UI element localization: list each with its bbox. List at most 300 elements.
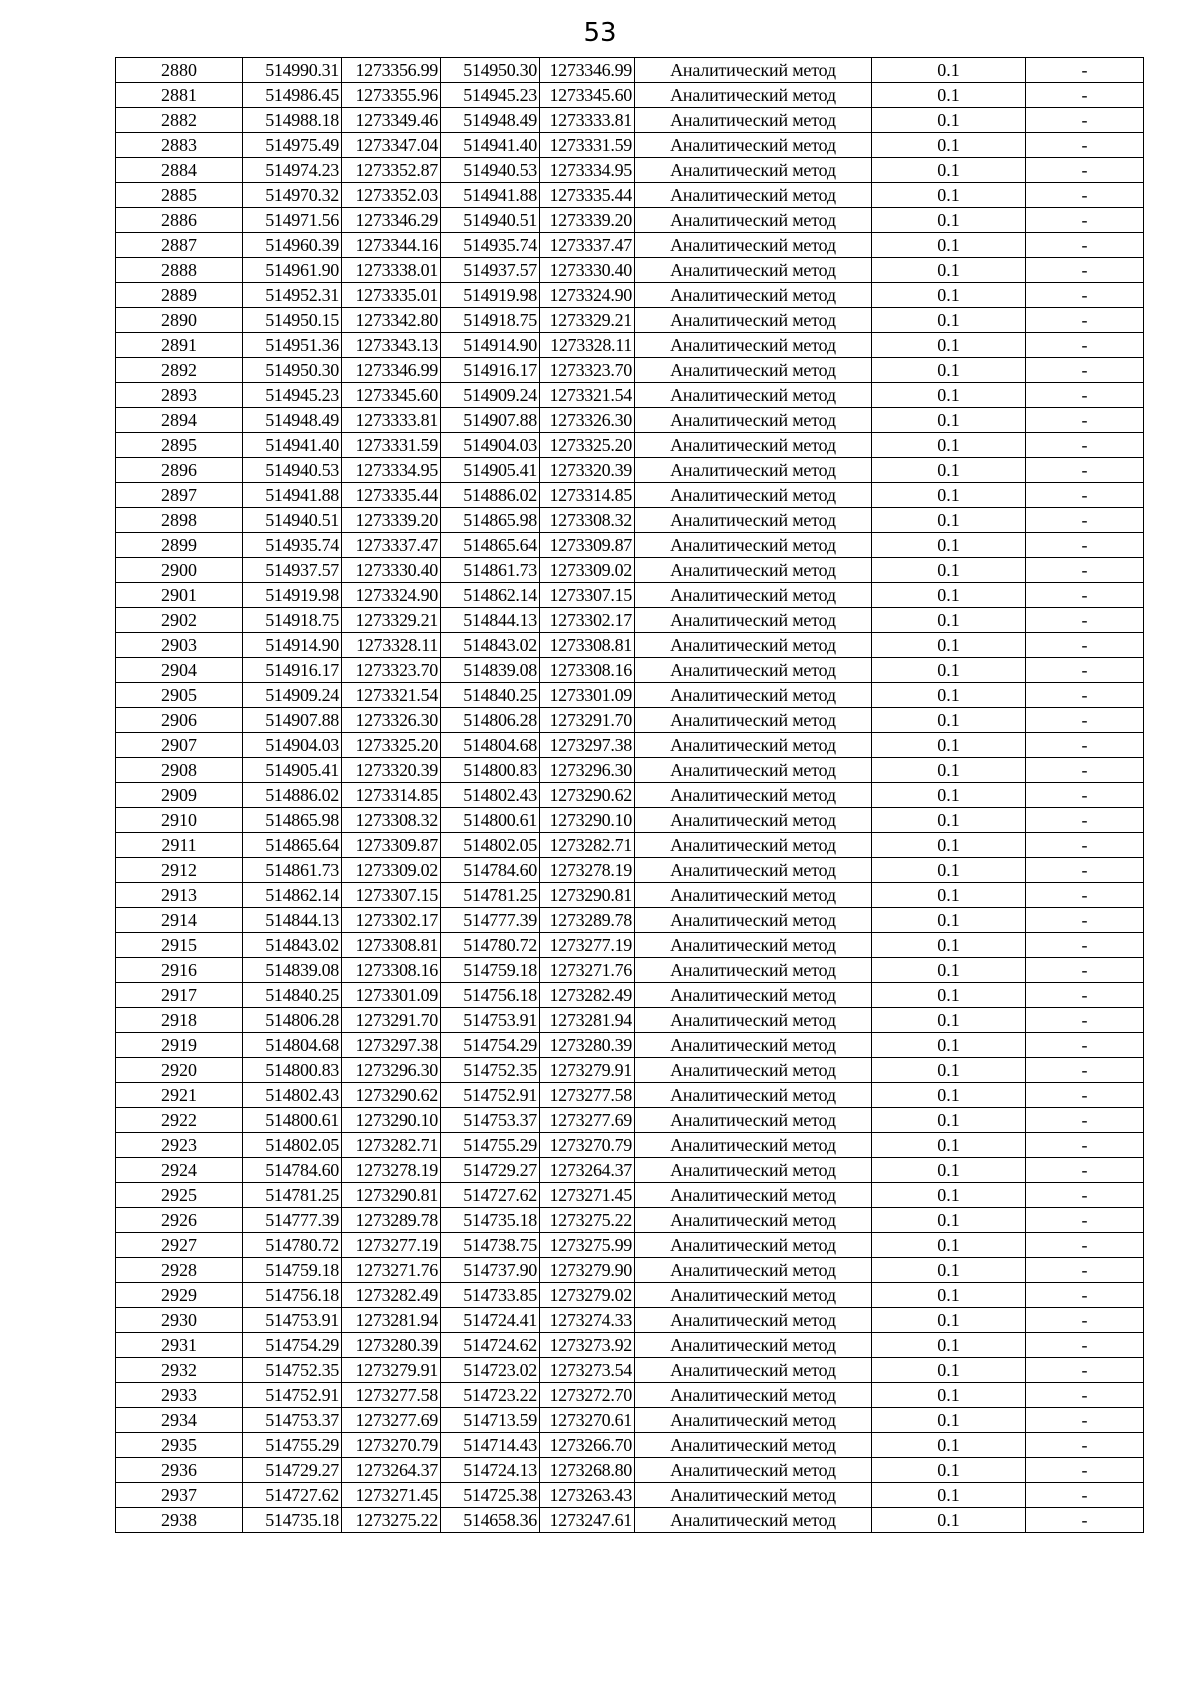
method-cell: Аналитический метод <box>635 383 872 408</box>
y-start-cell: 1273344.16 <box>342 233 441 258</box>
row-number-cell: 2890 <box>116 308 243 333</box>
y-end-cell: 1273339.20 <box>540 208 635 233</box>
y-end-cell: 1273324.90 <box>540 283 635 308</box>
note-cell: - <box>1026 958 1144 983</box>
row-number-cell: 2921 <box>116 1083 243 1108</box>
x-start-cell: 514754.29 <box>243 1333 342 1358</box>
method-cell: Аналитический метод <box>635 83 872 108</box>
row-number-cell: 2892 <box>116 358 243 383</box>
y-end-cell: 1273278.19 <box>540 858 635 883</box>
x-start-cell: 514941.40 <box>243 433 342 458</box>
accuracy-cell: 0.1 <box>872 633 1026 658</box>
accuracy-cell: 0.1 <box>872 1408 1026 1433</box>
y-start-cell: 1273335.44 <box>342 483 441 508</box>
x-start-cell: 514970.32 <box>243 183 342 208</box>
note-cell: - <box>1026 483 1144 508</box>
method-cell: Аналитический метод <box>635 1508 872 1533</box>
note-cell: - <box>1026 1308 1144 1333</box>
note-cell: - <box>1026 783 1144 808</box>
accuracy-cell: 0.1 <box>872 1308 1026 1333</box>
table-row <box>116 808 1144 833</box>
x-end-cell: 514724.62 <box>441 1333 540 1358</box>
accuracy-cell: 0.1 <box>872 1083 1026 1108</box>
y-start-cell: 1273349.46 <box>342 108 441 133</box>
table-row <box>116 583 1144 608</box>
y-start-cell: 1273352.87 <box>342 158 441 183</box>
row-number-cell: 2922 <box>116 1108 243 1133</box>
x-end-cell: 514729.27 <box>441 1158 540 1183</box>
method-cell: Аналитический метод <box>635 58 872 83</box>
method-cell: Аналитический метод <box>635 633 872 658</box>
y-end-cell: 1273271.45 <box>540 1183 635 1208</box>
coordinates-table <box>115 57 1144 1533</box>
row-number-cell: 2933 <box>116 1383 243 1408</box>
table-row <box>116 1483 1144 1508</box>
x-start-cell: 514729.27 <box>243 1458 342 1483</box>
y-end-cell: 1273346.99 <box>540 58 635 83</box>
row-number-cell: 2919 <box>116 1033 243 1058</box>
y-start-cell: 1273308.32 <box>342 808 441 833</box>
row-number-cell: 2902 <box>116 608 243 633</box>
y-start-cell: 1273309.02 <box>342 858 441 883</box>
y-start-cell: 1273309.87 <box>342 833 441 858</box>
row-number-cell: 2903 <box>116 633 243 658</box>
table-row <box>116 133 1144 158</box>
row-number-cell: 2929 <box>116 1283 243 1308</box>
y-end-cell: 1273290.81 <box>540 883 635 908</box>
accuracy-cell: 0.1 <box>872 383 1026 408</box>
x-start-cell: 514950.15 <box>243 308 342 333</box>
x-start-cell: 514800.61 <box>243 1108 342 1133</box>
x-start-cell: 514960.39 <box>243 233 342 258</box>
method-cell: Аналитический метод <box>635 958 872 983</box>
row-number-cell: 2914 <box>116 908 243 933</box>
y-start-cell: 1273271.45 <box>342 1483 441 1508</box>
row-number-cell: 2893 <box>116 383 243 408</box>
method-cell: Аналитический метод <box>635 1408 872 1433</box>
note-cell: - <box>1026 433 1144 458</box>
row-number-cell: 2881 <box>116 83 243 108</box>
x-start-cell: 514862.14 <box>243 883 342 908</box>
y-end-cell: 1273333.81 <box>540 108 635 133</box>
x-end-cell: 514784.60 <box>441 858 540 883</box>
method-cell: Аналитический метод <box>635 583 872 608</box>
note-cell: - <box>1026 533 1144 558</box>
x-start-cell: 514802.43 <box>243 1083 342 1108</box>
method-cell: Аналитический метод <box>635 1283 872 1308</box>
accuracy-cell: 0.1 <box>872 183 1026 208</box>
method-cell: Аналитический метод <box>635 533 872 558</box>
table-row <box>116 283 1144 308</box>
x-start-cell: 514937.57 <box>243 558 342 583</box>
x-end-cell: 514780.72 <box>441 933 540 958</box>
y-end-cell: 1273308.16 <box>540 658 635 683</box>
row-number-cell: 2931 <box>116 1333 243 1358</box>
table-row <box>116 408 1144 433</box>
table-row <box>116 1058 1144 1083</box>
accuracy-cell: 0.1 <box>872 1108 1026 1133</box>
note-cell: - <box>1026 558 1144 583</box>
y-start-cell: 1273264.37 <box>342 1458 441 1483</box>
y-start-cell: 1273277.58 <box>342 1383 441 1408</box>
y-end-cell: 1273320.39 <box>540 458 635 483</box>
row-number-cell: 2936 <box>116 1458 243 1483</box>
y-start-cell: 1273277.19 <box>342 1233 441 1258</box>
note-cell: - <box>1026 1408 1144 1433</box>
y-start-cell: 1273291.70 <box>342 1008 441 1033</box>
y-start-cell: 1273278.19 <box>342 1158 441 1183</box>
accuracy-cell: 0.1 <box>872 583 1026 608</box>
x-end-cell: 514840.25 <box>441 683 540 708</box>
method-cell: Аналитический метод <box>635 1108 872 1133</box>
y-end-cell: 1273290.10 <box>540 808 635 833</box>
x-end-cell: 514723.22 <box>441 1383 540 1408</box>
y-start-cell: 1273297.38 <box>342 1033 441 1058</box>
row-number-cell: 2894 <box>116 408 243 433</box>
x-end-cell: 514752.91 <box>441 1083 540 1108</box>
y-start-cell: 1273301.09 <box>342 983 441 1008</box>
y-end-cell: 1273296.30 <box>540 758 635 783</box>
y-end-cell: 1273282.49 <box>540 983 635 1008</box>
y-start-cell: 1273352.03 <box>342 183 441 208</box>
y-end-cell: 1273277.58 <box>540 1083 635 1108</box>
row-number-cell: 2906 <box>116 708 243 733</box>
accuracy-cell: 0.1 <box>872 208 1026 233</box>
note-cell: - <box>1026 1083 1144 1108</box>
y-end-cell: 1273270.79 <box>540 1133 635 1158</box>
note-cell: - <box>1026 1358 1144 1383</box>
accuracy-cell: 0.1 <box>872 408 1026 433</box>
x-start-cell: 514909.24 <box>243 683 342 708</box>
x-end-cell: 514735.18 <box>441 1208 540 1233</box>
x-end-cell: 514753.91 <box>441 1008 540 1033</box>
x-end-cell: 514935.74 <box>441 233 540 258</box>
method-cell: Аналитический метод <box>635 608 872 633</box>
note-cell: - <box>1026 408 1144 433</box>
row-number-cell: 2915 <box>116 933 243 958</box>
x-start-cell: 514861.73 <box>243 858 342 883</box>
accuracy-cell: 0.1 <box>872 558 1026 583</box>
x-end-cell: 514800.83 <box>441 758 540 783</box>
x-start-cell: 514948.49 <box>243 408 342 433</box>
accuracy-cell: 0.1 <box>872 933 1026 958</box>
note-cell: - <box>1026 108 1144 133</box>
y-start-cell: 1273282.71 <box>342 1133 441 1158</box>
table-row <box>116 108 1144 133</box>
x-start-cell: 514804.68 <box>243 1033 342 1058</box>
x-end-cell: 514945.23 <box>441 83 540 108</box>
accuracy-cell: 0.1 <box>872 533 1026 558</box>
method-cell: Аналитический метод <box>635 258 872 283</box>
note-cell: - <box>1026 1158 1144 1183</box>
row-number-cell: 2928 <box>116 1258 243 1283</box>
x-end-cell: 514905.41 <box>441 458 540 483</box>
accuracy-cell: 0.1 <box>872 458 1026 483</box>
x-end-cell: 514941.40 <box>441 133 540 158</box>
note-cell: - <box>1026 583 1144 608</box>
y-start-cell: 1273302.17 <box>342 908 441 933</box>
note-cell: - <box>1026 1208 1144 1233</box>
x-start-cell: 514753.37 <box>243 1408 342 1433</box>
y-start-cell: 1273345.60 <box>342 383 441 408</box>
accuracy-cell: 0.1 <box>872 1033 1026 1058</box>
x-end-cell: 514802.43 <box>441 783 540 808</box>
table-row <box>116 383 1144 408</box>
x-start-cell: 514781.25 <box>243 1183 342 1208</box>
method-cell: Аналитический метод <box>635 1008 872 1033</box>
y-start-cell: 1273337.47 <box>342 533 441 558</box>
x-start-cell: 514916.17 <box>243 658 342 683</box>
y-end-cell: 1273314.85 <box>540 483 635 508</box>
y-start-cell: 1273280.39 <box>342 1333 441 1358</box>
y-end-cell: 1273271.76 <box>540 958 635 983</box>
y-start-cell: 1273324.90 <box>342 583 441 608</box>
method-cell: Аналитический метод <box>635 758 872 783</box>
x-start-cell: 514755.29 <box>243 1433 342 1458</box>
y-end-cell: 1273291.70 <box>540 708 635 733</box>
method-cell: Аналитический метод <box>635 1433 872 1458</box>
y-end-cell: 1273264.37 <box>540 1158 635 1183</box>
y-end-cell: 1273345.60 <box>540 83 635 108</box>
accuracy-cell: 0.1 <box>872 1383 1026 1408</box>
accuracy-cell: 0.1 <box>872 233 1026 258</box>
method-cell: Аналитический метод <box>635 983 872 1008</box>
table-row <box>116 1033 1144 1058</box>
note-cell: - <box>1026 233 1144 258</box>
x-start-cell: 514961.90 <box>243 258 342 283</box>
y-start-cell: 1273347.04 <box>342 133 441 158</box>
note-cell: - <box>1026 758 1144 783</box>
note-cell: - <box>1026 283 1144 308</box>
note-cell: - <box>1026 1233 1144 1258</box>
x-start-cell: 514777.39 <box>243 1208 342 1233</box>
y-start-cell: 1273282.49 <box>342 1283 441 1308</box>
y-start-cell: 1273290.81 <box>342 1183 441 1208</box>
row-number-cell: 2888 <box>116 258 243 283</box>
method-cell: Аналитический метод <box>635 1308 872 1333</box>
y-start-cell: 1273325.20 <box>342 733 441 758</box>
y-start-cell: 1273289.78 <box>342 1208 441 1233</box>
note-cell: - <box>1026 333 1144 358</box>
note-cell: - <box>1026 183 1144 208</box>
accuracy-cell: 0.1 <box>872 1508 1026 1533</box>
y-start-cell: 1273355.96 <box>342 83 441 108</box>
note-cell: - <box>1026 1508 1144 1533</box>
x-start-cell: 514971.56 <box>243 208 342 233</box>
method-cell: Аналитический метод <box>635 558 872 583</box>
table-row <box>116 1283 1144 1308</box>
x-end-cell: 514916.17 <box>441 358 540 383</box>
table-row <box>116 833 1144 858</box>
accuracy-cell: 0.1 <box>872 1058 1026 1083</box>
accuracy-cell: 0.1 <box>872 833 1026 858</box>
note-cell: - <box>1026 658 1144 683</box>
note-cell: - <box>1026 358 1144 383</box>
x-end-cell: 514937.57 <box>441 258 540 283</box>
x-start-cell: 514919.98 <box>243 583 342 608</box>
row-number-cell: 2895 <box>116 433 243 458</box>
note-cell: - <box>1026 683 1144 708</box>
table-row <box>116 783 1144 808</box>
accuracy-cell: 0.1 <box>872 1208 1026 1233</box>
table-row <box>116 1108 1144 1133</box>
note-cell: - <box>1026 133 1144 158</box>
y-end-cell: 1273280.39 <box>540 1033 635 1058</box>
table-row <box>116 1183 1144 1208</box>
x-start-cell: 514865.64 <box>243 833 342 858</box>
table-row <box>116 558 1144 583</box>
method-cell: Аналитический метод <box>635 208 872 233</box>
y-end-cell: 1273268.80 <box>540 1458 635 1483</box>
y-end-cell: 1273263.43 <box>540 1483 635 1508</box>
y-end-cell: 1273289.78 <box>540 908 635 933</box>
table-row <box>116 433 1144 458</box>
accuracy-cell: 0.1 <box>872 1483 1026 1508</box>
note-cell: - <box>1026 1183 1144 1208</box>
table-row <box>116 1208 1144 1233</box>
accuracy-cell: 0.1 <box>872 783 1026 808</box>
note-cell: - <box>1026 983 1144 1008</box>
note-cell: - <box>1026 1483 1144 1508</box>
note-cell: - <box>1026 883 1144 908</box>
method-cell: Аналитический метод <box>635 483 872 508</box>
note-cell: - <box>1026 1458 1144 1483</box>
method-cell: Аналитический метод <box>635 1383 872 1408</box>
y-end-cell: 1273272.70 <box>540 1383 635 1408</box>
x-end-cell: 514862.14 <box>441 583 540 608</box>
method-cell: Аналитический метод <box>635 1233 872 1258</box>
method-cell: Аналитический метод <box>635 133 872 158</box>
y-end-cell: 1273279.90 <box>540 1258 635 1283</box>
x-end-cell: 514733.85 <box>441 1283 540 1308</box>
row-number-cell: 2908 <box>116 758 243 783</box>
table-row <box>116 608 1144 633</box>
accuracy-cell: 0.1 <box>872 1008 1026 1033</box>
accuracy-cell: 0.1 <box>872 483 1026 508</box>
note-cell: - <box>1026 1008 1144 1033</box>
table-row <box>116 1258 1144 1283</box>
x-end-cell: 514753.37 <box>441 1108 540 1133</box>
y-end-cell: 1273297.38 <box>540 733 635 758</box>
table-row <box>116 1008 1144 1033</box>
row-number-cell: 2912 <box>116 858 243 883</box>
note-cell: - <box>1026 1133 1144 1158</box>
table-row <box>116 308 1144 333</box>
y-start-cell: 1273338.01 <box>342 258 441 283</box>
x-start-cell: 514752.91 <box>243 1383 342 1408</box>
y-start-cell: 1273290.62 <box>342 1083 441 1108</box>
x-start-cell: 514727.62 <box>243 1483 342 1508</box>
accuracy-cell: 0.1 <box>872 858 1026 883</box>
x-end-cell: 514781.25 <box>441 883 540 908</box>
row-number-cell: 2917 <box>116 983 243 1008</box>
accuracy-cell: 0.1 <box>872 508 1026 533</box>
method-cell: Аналитический метод <box>635 733 872 758</box>
note-cell: - <box>1026 83 1144 108</box>
y-start-cell: 1273342.80 <box>342 308 441 333</box>
row-number-cell: 2900 <box>116 558 243 583</box>
method-cell: Аналитический метод <box>635 708 872 733</box>
accuracy-cell: 0.1 <box>872 883 1026 908</box>
x-end-cell: 514754.29 <box>441 1033 540 1058</box>
x-start-cell: 514907.88 <box>243 708 342 733</box>
x-start-cell: 514780.72 <box>243 1233 342 1258</box>
x-start-cell: 514945.23 <box>243 383 342 408</box>
y-end-cell: 1273281.94 <box>540 1008 635 1033</box>
x-end-cell: 514865.64 <box>441 533 540 558</box>
table-row <box>116 58 1144 83</box>
table-row <box>116 458 1144 483</box>
accuracy-cell: 0.1 <box>872 1133 1026 1158</box>
x-start-cell: 514935.74 <box>243 533 342 558</box>
row-number-cell: 2886 <box>116 208 243 233</box>
row-number-cell: 2910 <box>116 808 243 833</box>
accuracy-cell: 0.1 <box>872 758 1026 783</box>
x-end-cell: 514909.24 <box>441 383 540 408</box>
note-cell: - <box>1026 608 1144 633</box>
note-cell: - <box>1026 208 1144 233</box>
row-number-cell: 2907 <box>116 733 243 758</box>
x-end-cell: 514658.36 <box>441 1508 540 1533</box>
accuracy-cell: 0.1 <box>872 608 1026 633</box>
x-start-cell: 514940.53 <box>243 458 342 483</box>
x-end-cell: 514713.59 <box>441 1408 540 1433</box>
accuracy-cell: 0.1 <box>872 1433 1026 1458</box>
y-start-cell: 1273335.01 <box>342 283 441 308</box>
x-start-cell: 514865.98 <box>243 808 342 833</box>
note-cell: - <box>1026 158 1144 183</box>
table-row <box>116 758 1144 783</box>
note-cell: - <box>1026 1383 1144 1408</box>
accuracy-cell: 0.1 <box>872 258 1026 283</box>
y-end-cell: 1273275.22 <box>540 1208 635 1233</box>
table-row <box>116 483 1144 508</box>
table-row <box>116 1233 1144 1258</box>
row-number-cell: 2898 <box>116 508 243 533</box>
method-cell: Аналитический метод <box>635 808 872 833</box>
row-number-cell: 2909 <box>116 783 243 808</box>
y-start-cell: 1273275.22 <box>342 1508 441 1533</box>
y-start-cell: 1273270.79 <box>342 1433 441 1458</box>
y-start-cell: 1273271.76 <box>342 1258 441 1283</box>
method-cell: Аналитический метод <box>635 1358 872 1383</box>
method-cell: Аналитический метод <box>635 1483 872 1508</box>
accuracy-cell: 0.1 <box>872 1183 1026 1208</box>
x-end-cell: 514756.18 <box>441 983 540 1008</box>
note-cell: - <box>1026 633 1144 658</box>
row-number-cell: 2932 <box>116 1358 243 1383</box>
y-end-cell: 1273335.44 <box>540 183 635 208</box>
accuracy-cell: 0.1 <box>872 433 1026 458</box>
y-start-cell: 1273328.11 <box>342 633 441 658</box>
row-number-cell: 2882 <box>116 108 243 133</box>
accuracy-cell: 0.1 <box>872 108 1026 133</box>
y-end-cell: 1273247.61 <box>540 1508 635 1533</box>
method-cell: Аналитический метод <box>635 1083 872 1108</box>
table-row <box>116 1083 1144 1108</box>
y-end-cell: 1273282.71 <box>540 833 635 858</box>
x-end-cell: 514918.75 <box>441 308 540 333</box>
method-cell: Аналитический метод <box>635 358 872 383</box>
table-row <box>116 358 1144 383</box>
accuracy-cell: 0.1 <box>872 283 1026 308</box>
accuracy-cell: 0.1 <box>872 708 1026 733</box>
accuracy-cell: 0.1 <box>872 358 1026 383</box>
note-cell: - <box>1026 1033 1144 1058</box>
row-number-cell: 2923 <box>116 1133 243 1158</box>
method-cell: Аналитический метод <box>635 158 872 183</box>
x-start-cell: 514752.35 <box>243 1358 342 1383</box>
